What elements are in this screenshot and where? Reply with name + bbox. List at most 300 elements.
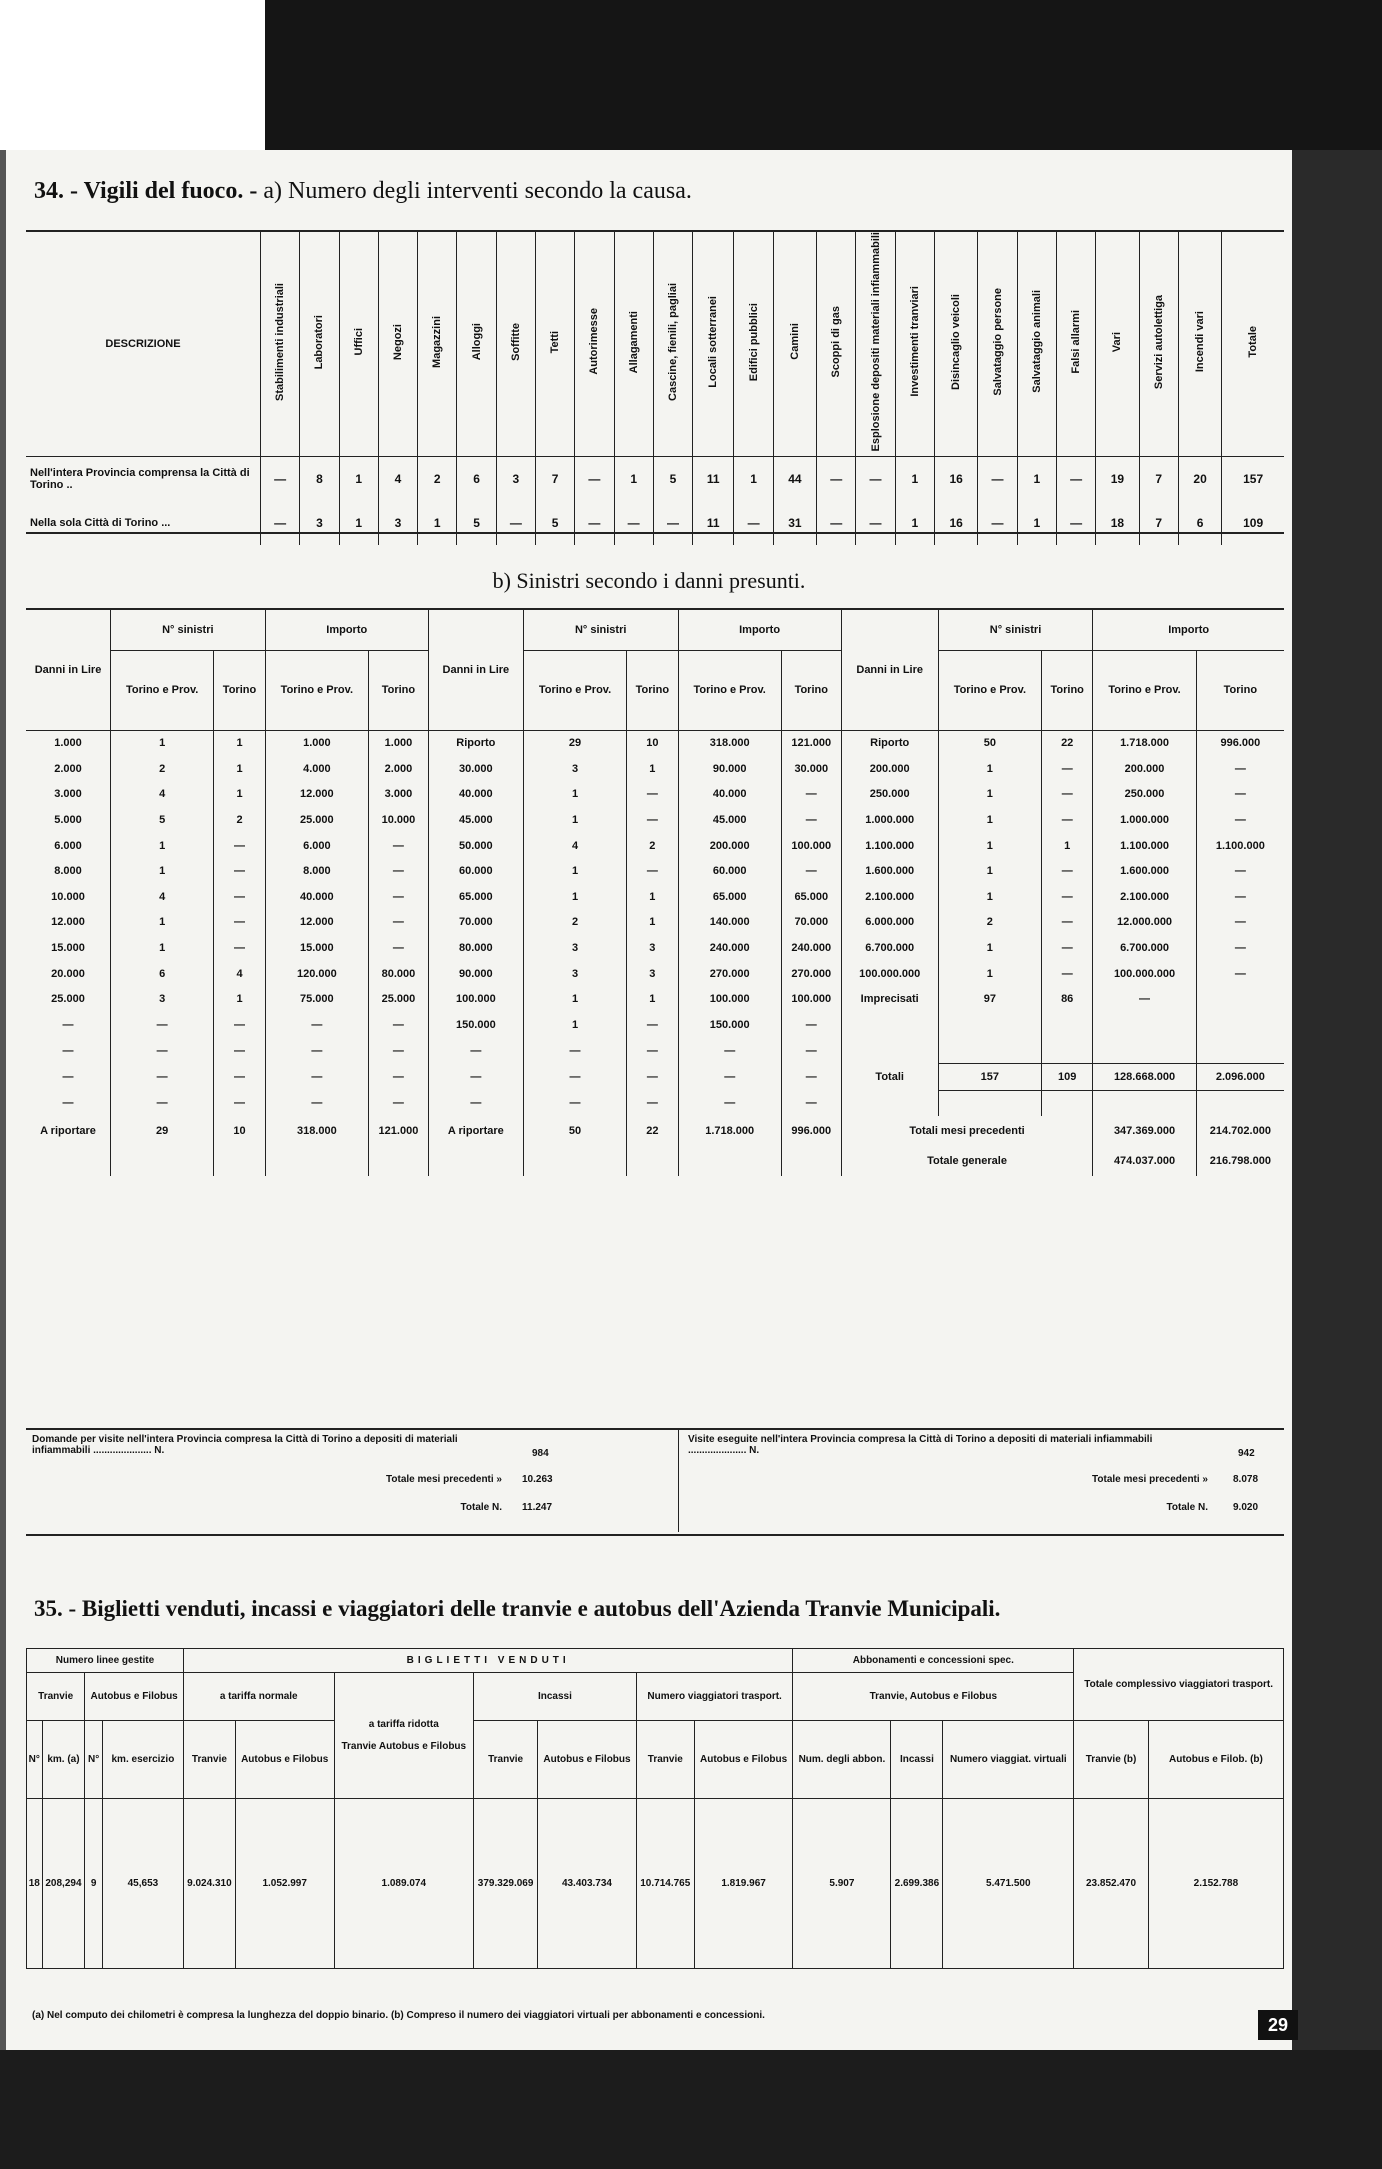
notes-right-prev-value: 8.078 [1233,1474,1259,1485]
table-cell: 11 [693,457,734,502]
table-cell: — [214,1012,265,1038]
table-cell: 157 [1222,457,1284,502]
notes-separator [678,1428,679,1532]
section34-title: 34. - Vigili del fuoco. - a) Numero degli interventi secondo la causa. [34,178,692,204]
table-row [26,1146,1284,1176]
table-cell: 1 [339,457,378,502]
table-cell: 1 [627,910,678,936]
table-cell: — [627,1012,678,1038]
section35-title: 35. - Biglietti venduti, incassi e viaggiatori delle tranvie e autobus dell'Azienda Tranvie Municipali. [34,1596,1001,1621]
table-cell: 65.000 [428,884,523,910]
table-cell: 2 [214,807,265,833]
table-cell: — [856,501,895,545]
tranvie-col-header: Tranvie [636,1721,694,1799]
table-cell: 5 [535,501,574,545]
table-cell: 1 [614,457,653,502]
table-cell: — [856,457,895,502]
table-cell: — [1042,961,1093,987]
table-cell: — [496,501,535,545]
table-cell: — [428,1064,523,1091]
table-cell [1093,1038,1196,1064]
n-sinistri-header: N° sinistri [111,610,266,650]
cause-column-header [575,232,614,457]
table-cell [1042,1038,1093,1064]
n-sinistri-header: N° sinistri [523,610,678,650]
table-cell: — [1042,884,1093,910]
notes-right-prev-label: Totale mesi precedenti » [1092,1474,1208,1485]
table-cell: A riportare [428,1116,523,1146]
table-cell: 1 [523,884,626,910]
table-cell: 120.000 [265,961,368,987]
table-cell: 80.000 [369,961,429,987]
scan-border-bottom [0,2050,1382,2169]
cause-column-label: Magazzini [431,315,444,368]
totals-label: Totale generale [841,1146,1093,1176]
table-cell: 8 [300,457,339,502]
cause-column-header [693,232,734,457]
danni-header: Danni in Lire [428,610,523,730]
table-cell: 97 [938,986,1041,1012]
table-cell: 2.699.386 [891,1799,943,1969]
table-cell: 240.000 [678,935,781,961]
table-cell: 318.000 [265,1116,368,1146]
torino-header: Torino [369,650,429,730]
table-cell: 3 [627,935,678,961]
table-cell: 12.000 [265,782,368,808]
cause-column-label: Servizi autolettiga [1152,294,1165,389]
table-cell: — [678,1038,781,1064]
torino-header: Torino [1196,650,1284,730]
table-cell [1093,1012,1196,1038]
table-cell: 1 [111,910,214,936]
table-cell [214,1146,265,1176]
table-cell: — [111,1038,214,1064]
table-row [26,1116,1284,1146]
table-cell: — [1196,782,1284,808]
table-cell: 50 [938,730,1041,756]
table-cell: 1.600.000 [1093,858,1196,884]
table-cell: — [214,910,265,936]
table-cell: 10 [627,730,678,756]
table-cell: 8.000 [54,865,82,878]
cause-column-header [496,232,535,457]
table-cell: 90.000 [428,961,523,987]
table-cell: 7 [535,457,574,502]
table-cell: 1.000 [265,730,368,756]
table-cell: 2.152.788 [1148,1799,1283,1969]
cause-column-label: Salvataggio animali [1030,290,1043,394]
table-cell: 208,294 [42,1799,85,1969]
table-cell: 12.000 [265,910,368,936]
table-cell: 5.907 [793,1799,891,1969]
table-cell: 10.000 [369,807,429,833]
table-cell: 60.000 [678,858,781,884]
table-cell: — [817,501,856,545]
table-cell: 5.000 [54,814,82,827]
cause-column-header [653,232,692,457]
table-cell: 45,653 [102,1799,183,1969]
cause-column-label: Investimenti tranviari [908,286,921,398]
table-cell: — [817,457,856,502]
table-row [26,782,1284,808]
divider [26,1428,1284,1430]
cause-column-header [734,232,773,457]
table-row [26,807,1284,833]
table-cell: 1 [938,935,1041,961]
table-cell: 1.000 [54,737,82,750]
table-cell: — [369,1038,429,1064]
table-cell: 200.000 [841,756,938,782]
table-cell: — [978,457,1017,502]
table-cell: 150.000 [678,1012,781,1038]
table-cell: 1 [938,858,1041,884]
table-cell: 22 [627,1116,678,1146]
table-cell: — [1056,501,1095,545]
table-cell: 150.000 [428,1012,523,1038]
table-cell: 1 [734,457,773,502]
table-cell: 216.798.000 [1196,1146,1284,1176]
cause-column-label: Camini [788,323,801,361]
table-cell: — [781,782,841,808]
table-cell: 2 [418,457,457,502]
table-cell: 100.000 [678,986,781,1012]
n-header: N° [27,1721,43,1799]
table-cell [26,1146,111,1176]
tranvie-col-header: Tranvie [474,1721,538,1799]
table-cell: — [523,1038,626,1064]
table-cell: A riportare [40,1125,96,1138]
table-cell: 31 [773,501,816,545]
cause-column-header [773,232,816,457]
table-cell: 45.000 [428,807,523,833]
table-cell: 3 [111,986,214,1012]
table-cell: 50 [523,1116,626,1146]
table-cell: 1 [627,986,678,1012]
table-cell: 474.037.000 [1093,1146,1196,1176]
table-cell: 6 [457,457,496,502]
table-row [26,1064,1284,1091]
cause-column-header [1178,232,1221,457]
cause-column-header [1056,232,1095,457]
table-cell: — [265,1090,368,1116]
table-cell: — [575,457,614,502]
table-cell: 15.000 [265,935,368,961]
table-cell: 1.718.000 [678,1116,781,1146]
table-cell: 2.096.000 [1196,1064,1284,1091]
cause-column-header [418,232,457,457]
causes-table [26,232,1284,545]
n-sinistri-header: N° sinistri [938,610,1093,650]
table-cell: 1 [111,730,214,756]
table-cell: Imprecisati [841,986,938,1012]
table-cell: 4 [523,833,626,859]
table-cell: 19 [1096,457,1139,502]
table-cell: — [1042,756,1093,782]
table-cell: 6 [1178,501,1221,545]
table-row [26,756,1284,782]
table-cell: 6.000 [265,833,368,859]
cause-column-header [261,232,300,457]
table-cell: 1 [214,782,265,808]
table-cell: — [1196,858,1284,884]
importo-header: Importo [678,610,841,650]
table-cell: 18 [1096,501,1139,545]
table-cell: 1.819.967 [694,1799,793,1969]
table-cell: — [1056,457,1095,502]
table-cell: — [1196,961,1284,987]
cause-column-label: Incendi vari [1194,311,1207,373]
table-cell: 318.000 [678,730,781,756]
cause-column-label: Locali sotterranei [707,295,720,388]
autobus-b-header: Autobus e Filob. (b) [1148,1721,1283,1799]
table-cell [841,1038,938,1064]
tranvie-header: Tranvie [27,1673,85,1721]
table-cell: 86 [1042,986,1093,1012]
table-cell: — [627,858,678,884]
notes-left-prev-label: Totale mesi precedenti » [386,1474,502,1485]
table-cell [523,1146,626,1176]
cause-column-label: Falsi allarmi [1070,309,1083,374]
table-row [26,1038,1284,1064]
table-cell: — [428,1090,523,1116]
table-cell: 40.000 [428,782,523,808]
table-cell: 250.000 [1093,782,1196,808]
table-cell [938,1012,1041,1038]
table-cell: — [369,833,429,859]
cause-column-header [378,232,417,457]
table-cell: — [1196,756,1284,782]
notes-right [688,1434,1278,1513]
table-cell: — [1196,910,1284,936]
table-cell: 140.000 [678,910,781,936]
table-cell: 23.852.470 [1074,1799,1149,1969]
table-row [26,884,1284,910]
table-cell [1042,1012,1093,1038]
tranvie-autobus-label: Tranvie Autobus e Filobus [341,1741,467,1752]
torino-header: Torino [627,650,678,730]
table-cell: 5 [653,457,692,502]
table-cell: 16 [934,457,977,502]
table-cell: 10 [214,1116,265,1146]
cause-column-label: Alloggi [470,323,483,361]
abb-sub-header: Tranvie, Autobus e Filobus [793,1673,1074,1721]
table-cell: 1.089.074 [334,1799,474,1969]
notes-right-text: Visite eseguite nell'intera Provincia compresa la Città di Torino a depositi di materiali infiammabili ..................... N. [688,1434,1153,1456]
tranvie-b-header: Tranvie (b) [1074,1721,1149,1799]
table-cell: — [369,935,429,961]
tranvie-col-header: Tranvie [183,1721,235,1799]
table-cell [781,1146,841,1176]
table-cell: — [1042,910,1093,936]
subtitle-b: b) Sinistri secondo i danni presunti. [492,568,806,593]
table-cell: — [781,1038,841,1064]
table-cell [1196,1012,1284,1038]
table-cell: 1.000.000 [841,807,938,833]
cause-column-label: Cascine, fienili, pagliai [666,282,679,401]
table-cell: 3 [523,756,626,782]
section-number: 34. [34,178,64,204]
table-cell: — [678,1090,781,1116]
table-cell: — [369,1064,429,1091]
table-cell: — [369,858,429,884]
table-cell: 65.000 [781,884,841,910]
table-cell: 3 [523,935,626,961]
table-cell: 1 [938,782,1041,808]
torino-prov-header: Torino e Prov. [1093,650,1196,730]
table-cell [1093,1090,1196,1116]
table-cell: 50.000 [428,833,523,859]
cause-column-header [817,232,856,457]
table-cell: — [1196,884,1284,910]
table-cell: — [781,1064,841,1091]
table-cell: 1.000 [369,730,429,756]
km-header: km. (a) [42,1721,85,1799]
table-row [26,501,1284,545]
table-cell: 1 [523,782,626,808]
table-cell: 1 [214,756,265,782]
row-label: Nella sola Città di Torino ... [30,517,171,530]
table-cell: — [369,910,429,936]
table-cell: 18 [27,1799,43,1969]
table-cell: 157 [938,1064,1041,1091]
table-cell: 8.000 [265,858,368,884]
table-cell: 2.000 [369,756,429,782]
table-cell: — [62,1071,74,1084]
table-cell: 1 [627,884,678,910]
table-cell: 1 [523,807,626,833]
table-cell: 12.000 [51,916,85,929]
table-row [26,910,1284,936]
table-cell [678,1146,781,1176]
damages-table [26,610,1284,1176]
table-cell: 1.600.000 [841,858,938,884]
table-cell: 1 [895,501,934,545]
table-cell: 1 [938,833,1041,859]
table-cell: 2.000 [54,762,82,775]
cause-column-label: Disincaglio veicoli [950,293,963,390]
table-cell: 100.000 [781,833,841,859]
cause-column-header [934,232,977,457]
table-cell: — [614,501,653,545]
table-cell: — [1042,858,1093,884]
table-cell: 20.000 [51,967,85,980]
cause-column-header [895,232,934,457]
table-cell: — [369,884,429,910]
table-cell: 1 [938,961,1041,987]
table-cell [369,1146,429,1176]
table-cell: — [653,501,692,545]
cause-column-header [339,232,378,457]
table-cell: 2 [523,910,626,936]
table-cell: 109 [1042,1064,1093,1091]
num-viagg-virt-header: Numero viaggiat. virtuali [943,1721,1074,1799]
table-cell: — [523,1064,626,1091]
table-cell: — [369,1090,429,1116]
table-cell: 7 [1139,501,1178,545]
cause-column-label: Allagamenti [627,310,640,373]
table-cell: — [1196,935,1284,961]
autobus-header: Autobus e Filobus [85,1673,184,1721]
table-cell: — [627,807,678,833]
table-cell: 6.700.000 [1093,935,1196,961]
section-title: Vigili del fuoco. [83,178,244,204]
row-label: Nell'intera Provincia comprensa la Città di Torino .. [30,467,250,492]
table-cell: 1 [111,833,214,859]
table-cell [1042,1090,1093,1116]
torino-header: Torino [1042,650,1093,730]
cause-column-label: Soffitte [509,322,522,361]
cause-column-header [856,232,895,457]
table-cell: 40.000 [678,782,781,808]
tariffa-ridotta-header [334,1673,474,1799]
table-cell: 2 [111,756,214,782]
table-cell: 70.000 [428,910,523,936]
cause-column-header [1139,232,1178,457]
table-cell: 1 [339,501,378,545]
table-cell: 1.000.000 [1093,807,1196,833]
table-cell: — [627,782,678,808]
document-sheet [6,150,1292,2050]
table-cell: 1.718.000 [1093,730,1196,756]
cause-column-header [1222,232,1284,457]
table-cell: 25.000 [265,807,368,833]
table-cell [265,1146,368,1176]
table-cell: 80.000 [428,935,523,961]
km-eserc-header: km. esercizio [102,1721,183,1799]
tariffa-normale-header: a tariffa normale [183,1673,334,1721]
table-cell: 250.000 [841,782,938,808]
table-cell: 4.000 [265,756,368,782]
table-cell: — [214,833,265,859]
table-cell: — [781,1012,841,1038]
table-cell: 3 [300,501,339,545]
cause-column-label: Salvataggio persone [991,287,1004,396]
torino-prov-header: Torino e Prov. [938,650,1041,730]
table-cell: Riporto [428,730,523,756]
table-cell: 2.100.000 [841,884,938,910]
incassi-header: Incassi [891,1721,943,1799]
table-cell: — [523,1090,626,1116]
table-cell: — [265,1012,368,1038]
table-cell: — [111,1090,214,1116]
subtitle-a: a) Numero degli interventi secondo la causa. [263,178,692,204]
table-cell: 109 [1222,501,1284,545]
notes-right-tot-label: Totale N. [1166,1502,1208,1513]
table-cell: 4 [214,961,265,987]
table-cell: 10.714.765 [636,1799,694,1969]
cause-column-label: Stabilimenti industriali [274,282,287,401]
notes-right-tot-value: 9.020 [1233,1502,1259,1513]
table-cell: 65.000 [678,884,781,910]
table-cell: 3 [627,961,678,987]
table-cell: 240.000 [781,935,841,961]
table-row [27,1799,1284,1969]
cause-column-label: Negozi [391,323,404,360]
torino-header: Torino [781,650,841,730]
table-cell [1196,1090,1284,1116]
table-cell [841,1012,938,1038]
autobus-col-header: Autobus e Filobus [235,1721,334,1799]
table-cell: — [62,1097,74,1110]
notes-right-value: 942 [1238,1448,1255,1459]
table-row [26,961,1284,987]
table-cell: 4 [111,884,214,910]
table-cell: 3 [523,961,626,987]
table-cell: 4 [378,457,417,502]
table-cell: 29 [111,1116,214,1146]
notes-left-value: 984 [532,1448,549,1459]
table-cell: 100.000.000 [841,961,938,987]
